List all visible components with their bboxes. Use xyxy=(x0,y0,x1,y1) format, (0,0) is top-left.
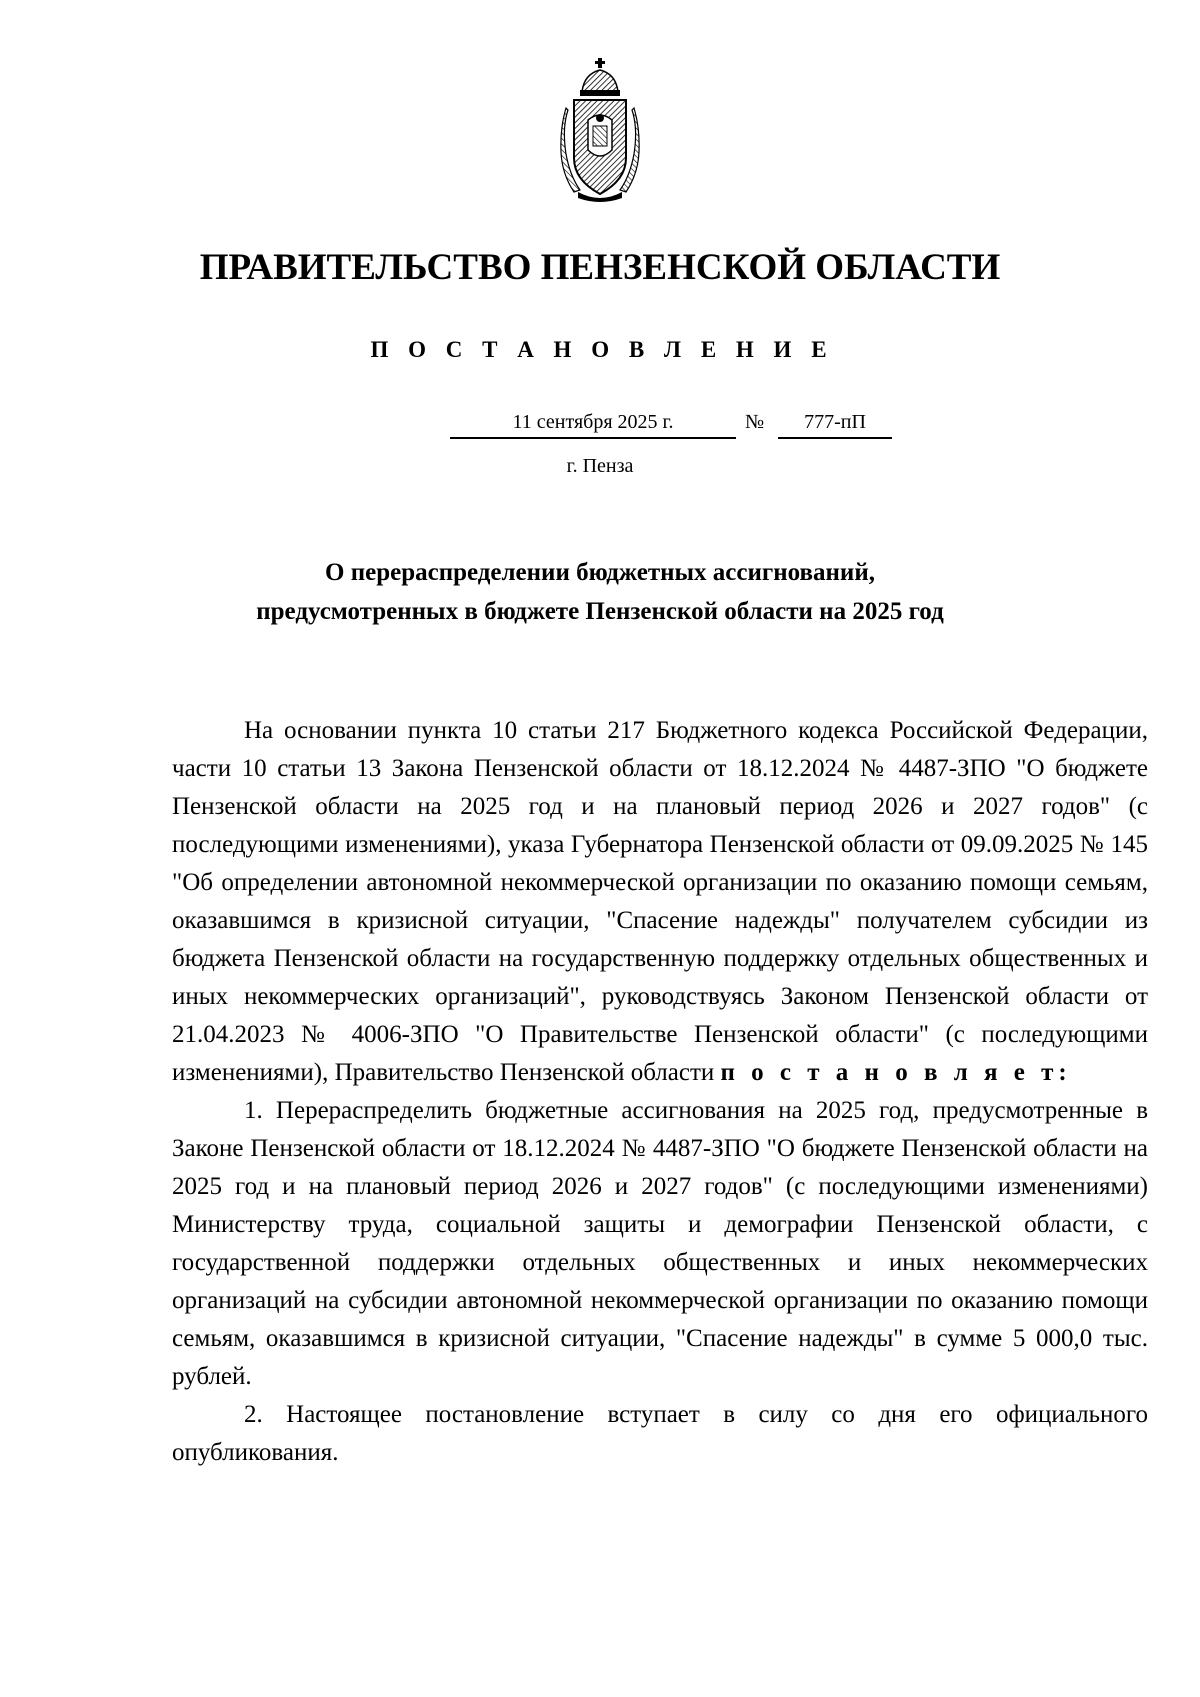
subject-line-1: О перераспределении бюджетных ассигнований, xyxy=(325,559,875,586)
document-date: 11 сентября 2025 г. xyxy=(450,408,736,439)
resolves-word: п о с т а н о в л я е т: xyxy=(720,1059,1072,1086)
document-city: г. Пенза xyxy=(566,455,634,477)
coat-of-arms-emblem xyxy=(560,58,640,204)
number-sign: № xyxy=(745,411,765,433)
document-subject xyxy=(0,553,1200,631)
item-2-paragraph: 2. Настоящее постановление вступает в силу со дня его официального опубликования. xyxy=(172,1401,1148,1466)
document-number: 777-пП xyxy=(778,408,892,439)
item-1-paragraph: 1. Перераспределить бюджетные ассигнования на 2025 год, предусмотренные в Законе Пензенской области от 18.12.2024 № 4487-ЗПО "О бюджете Пензенской области на 2025 год и на плановый период 2026 и 2027 годов" (с последующими изменениями) Министерству труда, социальной защиты и демографии Пензенской области, с государственной поддержки отдельных общественных и иных некоммерческих организаций на субсидии автономной некоммерческой организации по оказанию помощи семьям, оказавшимся в кризисной ситуации, "Спасение надежды" в сумме 5 000,0 тыс. рублей. xyxy=(172,1097,1148,1390)
document-body xyxy=(172,712,1148,1472)
government-title: ПРАВИТЕЛЬСТВО ПЕНЗЕНСКОЙ ОБЛАСТИ xyxy=(199,247,1001,288)
subject-line-2: предусмотренных в бюджете Пензенской области на 2025 год xyxy=(256,598,944,625)
document-type-title: П О С Т А Н О В Л Е Н И Е xyxy=(370,337,834,362)
preamble-paragraph xyxy=(172,712,1148,1092)
preamble-text: На основании пункта 10 статьи 217 Бюджетного кодекса Российской Федерации, части 10 статьи 13 Закона Пензенской области от 18.12.2024 № 4487-ЗПО "О бюджете Пензенской области на 2025 год и на плановый период 2026 и 2027 годов" (с последующими изменениями), указа Губернатора Пензенской области от 09.09.2025 № 145 "Об определении автономной некоммерческой организации по оказанию помощи семьям, оказавшимся в кризисной ситуации, "Спасение надежды" получателем субсидии из бюджета Пензенской области на государственную поддержку отдельных общественных и иных некоммерческих организаций", руководствуясь Законом Пензенской области от 21.04.2023 № 4006-ЗПО "О Правительстве Пензенской области" (с последующими изменениями), Правительство Пензенской области xyxy=(172,717,1148,1086)
date-number-line xyxy=(0,408,1200,440)
